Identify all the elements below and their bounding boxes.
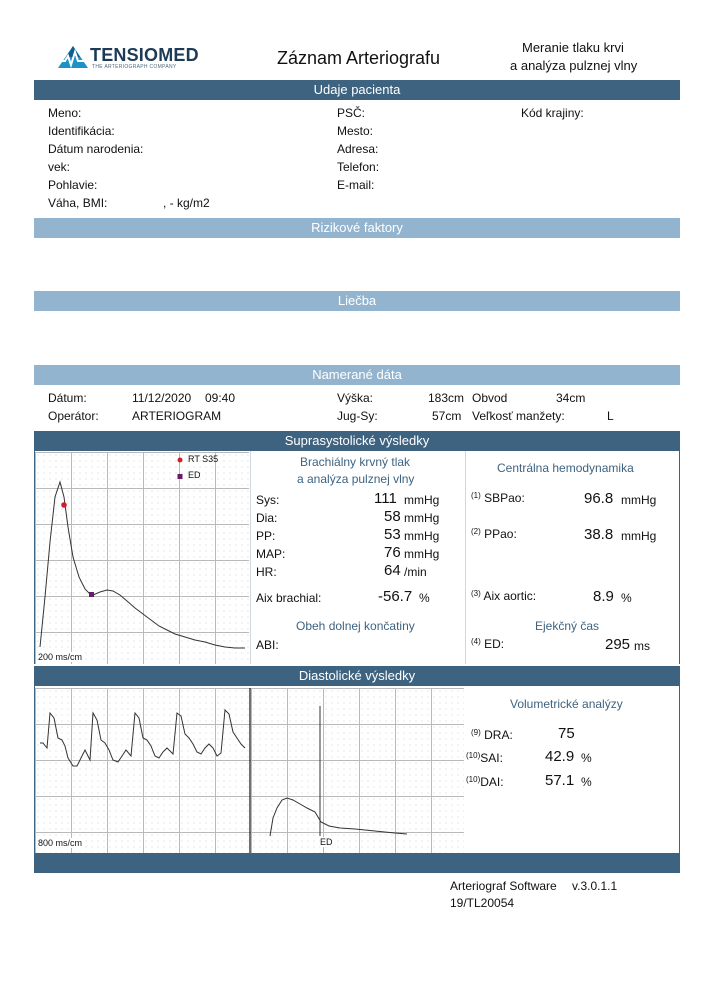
section-risk: Rizikové faktory — [34, 218, 680, 238]
hr-value: 64 — [384, 562, 401, 579]
footer-bar — [34, 853, 680, 873]
logo-text: TENSIOMED — [90, 45, 199, 65]
aix-aortic-unit: % — [621, 591, 632, 605]
divider-supra-1 — [250, 451, 251, 664]
ed-unit: ms — [634, 639, 650, 653]
divider-supra-2 — [465, 451, 466, 664]
aix-brachial-label: Aix brachial: — [256, 591, 322, 605]
footer-software: Arteriograf Software — [450, 879, 557, 893]
dai-label — [466, 775, 504, 789]
suprasystolic-waveform-chart — [35, 452, 249, 664]
dai-ref: (10) — [466, 775, 481, 784]
country-label: Kód krajiny: — [521, 106, 584, 120]
phone-label: Telefon: — [337, 160, 380, 174]
circumference-label: Obvod — [472, 391, 508, 405]
section-patient: Udaje pacienta — [34, 80, 680, 100]
diastolic-pulse-train — [40, 710, 245, 766]
sys-unit: mmHg — [404, 493, 440, 507]
suprasystolic-scale: 200 ms/cm — [38, 652, 83, 662]
jugsy-label: Jug-Sy: — [337, 409, 378, 423]
name-label: Meno: — [48, 106, 82, 120]
footer-code: 19/TL20054 — [450, 896, 515, 910]
footer-version: v.3.0.1.1 — [572, 879, 618, 893]
map-label: MAP: — [256, 547, 286, 561]
pp-value: 53 — [384, 526, 401, 543]
legend-ed-label: ED — [188, 470, 201, 480]
legend-rt-marker — [178, 458, 183, 463]
aix-aortic-text: Aix aortic: — [483, 589, 537, 603]
diastolic-scale: 800 ms/cm — [38, 838, 83, 848]
ppao-value: 38.8 — [584, 526, 614, 543]
age-label: vek: — [48, 160, 71, 174]
time-value: 09:40 — [205, 391, 236, 405]
section-measured: Namerané dáta — [34, 365, 680, 385]
address-label: Adresa: — [337, 142, 379, 156]
dia-value: 58 — [384, 508, 401, 525]
id-label: Identifikácia: — [48, 124, 115, 138]
ppao-text: PPao: — [484, 527, 517, 541]
dai-unit: % — [581, 775, 592, 789]
circumference-value: 34cm — [556, 391, 586, 405]
right-border-1 — [679, 451, 680, 664]
section-diastolic: Diastolické výsledky — [34, 666, 680, 686]
cuff-label: Veľkosť manžety: — [472, 409, 565, 423]
right-border-2 — [679, 686, 680, 854]
rt-marker — [61, 502, 67, 508]
map-unit: mmHg — [404, 547, 440, 561]
ed-ref: (4) — [471, 637, 481, 646]
dra-text: DRA: — [484, 728, 513, 742]
central-title: Centrálna hemodynamika — [497, 461, 634, 475]
section-treatment: Liečba — [34, 291, 680, 311]
ed-marker — [89, 592, 94, 597]
dai-text: DAI: — [480, 775, 504, 789]
dai-value: 57.1 — [545, 772, 575, 789]
hr-label: HR: — [256, 565, 277, 579]
cuff-value: L — [607, 409, 614, 423]
diastolic-ed-marker: ED — [320, 837, 333, 847]
sbpao-unit: mmHg — [621, 493, 657, 507]
legend-ed-marker — [178, 474, 183, 479]
height-label: Výška: — [337, 391, 374, 405]
height-value: 183cm — [428, 391, 465, 405]
hr-unit: /min — [404, 565, 427, 579]
pp-label: PP: — [256, 529, 276, 543]
dia-unit: mmHg — [404, 511, 440, 525]
city-label: Mesto: — [337, 124, 374, 138]
sys-value: 111 — [374, 490, 397, 507]
dia-label: Dia: — [256, 511, 278, 525]
date-label: Dátum: — [48, 391, 87, 405]
sai-text: SAI: — [480, 751, 503, 765]
operator-label: Operátor: — [48, 409, 99, 423]
ed-value: 295 — [605, 636, 631, 653]
ed-label — [471, 637, 504, 651]
aix-aortic-value: 8.9 — [593, 588, 614, 605]
sbpao-value: 96.8 — [584, 490, 614, 507]
brachial-title-2: a analýza pulznej vlny — [297, 472, 415, 486]
ejection-title: Ejekčný čas — [535, 619, 600, 633]
logo-subtitle: THE ARTERIOGRAPH COMPANY — [92, 64, 177, 70]
sbpao-text: SBPao: — [484, 491, 525, 505]
aix-aortic-label — [471, 589, 536, 603]
lower-limb-title: Obeh dolnej končatiny — [296, 619, 415, 633]
operator-value: ARTERIOGRAM — [132, 409, 222, 423]
sai-label — [466, 751, 503, 765]
email-label: E-mail: — [337, 178, 375, 192]
tensiomed-logo-icon — [56, 44, 90, 70]
dra-label — [471, 728, 513, 742]
volumetric-title: Volumetrické analýzy — [510, 697, 623, 711]
jugsy-value: 57cm — [432, 409, 462, 423]
sbpao-label — [471, 491, 525, 505]
zip-label: PSČ: — [337, 106, 366, 120]
header-subtitle-2: a analýza pulznej vlny — [510, 58, 638, 73]
diastolic-single-pulse — [270, 798, 407, 836]
sys-label: Sys: — [256, 493, 280, 507]
ed-text: ED: — [484, 637, 505, 651]
section-suprasystolic: Suprasystolické výsledky — [34, 431, 680, 451]
aix-aortic-ref: (3) — [471, 589, 481, 598]
dra-ref: (9) — [471, 728, 481, 737]
dob-label: Dátum narodenia: — [48, 142, 144, 156]
header-subtitle-1: Meranie tlaku krvi — [522, 40, 624, 55]
aix-brachial-unit: % — [419, 591, 430, 605]
weight-label: Váha, BMI: — [48, 196, 108, 210]
weight-value: , - kg/m2 — [163, 196, 210, 210]
abi-label: ABI: — [256, 638, 279, 652]
suprasystolic-waveform — [40, 482, 245, 648]
sex-label: Pohlavie: — [48, 178, 98, 192]
legend-rt-label: RT S35 — [188, 454, 219, 464]
page-title: Záznam Arteriografu — [277, 48, 441, 68]
ppao-ref: (2) — [471, 527, 481, 536]
logo — [56, 44, 206, 72]
sbpao-ref: (1) — [471, 491, 481, 500]
map-value: 76 — [384, 544, 401, 561]
brachial-title-1: Brachiálny krvný tlak — [300, 455, 411, 469]
aix-brachial-value: -56.7 — [378, 588, 413, 605]
dra-value: 75 — [558, 725, 575, 742]
ppao-label — [471, 527, 517, 541]
sai-value: 42.9 — [545, 748, 575, 765]
sai-ref: (10) — [466, 751, 481, 760]
diastolic-waveform-chart — [35, 688, 464, 853]
date-value: 11/12/2020 — [132, 391, 192, 405]
sai-unit: % — [581, 751, 592, 765]
ppao-unit: mmHg — [621, 529, 657, 543]
pp-unit: mmHg — [404, 529, 440, 543]
